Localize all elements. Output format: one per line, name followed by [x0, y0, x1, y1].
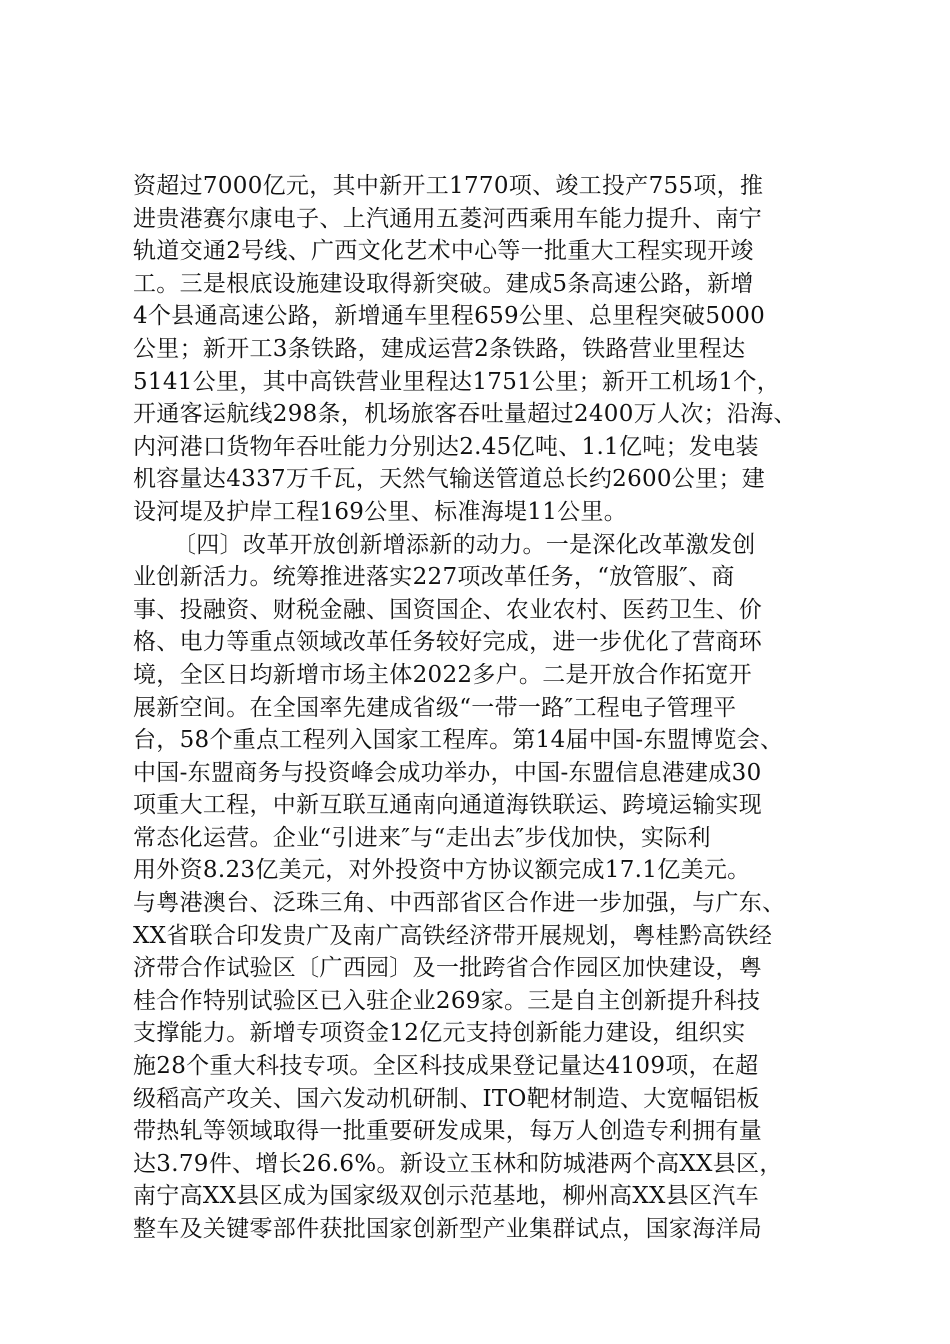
text-line: 4个县通高速公路，新增通车里程659公里、总里程突破5000: [133, 303, 766, 330]
text-line: 整车及关键零部件获批国家创新型产业集群试点，国家海洋局: [133, 1216, 763, 1242]
text-line: 轨道交通2号线、广西文化艺术中心等一批重大工程实现开竣: [133, 238, 754, 265]
text-line: 带热轧等领域取得一批重要研发成果，每万人创造专利拥有量: [133, 1118, 763, 1145]
text-line: 用外资8.23亿美元，对外投资中方协议额完成17.1亿美元。: [133, 857, 751, 884]
text-line: 进贵港赛尔康电子、上汽通用五菱河西乘用车能力提升、南宁: [133, 205, 763, 232]
text-line: 资超过7000亿元，其中新开工1770项、竣工投产755项，推: [133, 173, 764, 199]
text-line: 中国-东盟商务与投资峰会成功举办，中国-东盟信息港建成30: [133, 759, 762, 786]
text-line: 事、投融资、财税金融、国资国企、农业农村、医药卫生、价: [133, 596, 763, 623]
text-line: 项重大工程，中新互联互通南向通道海铁联运、跨境运输实现: [133, 792, 763, 819]
text-line: 展新空间。在全国率先建成省级“一带一路″工程电子管理平: [133, 694, 737, 721]
text-line: 施28个重大科技专项。全区科技成果登记量达4109项，在超: [133, 1053, 759, 1080]
text-line: 支撑能力。新增专项资金12亿元支持创新能力建设，组织实: [133, 1020, 746, 1047]
text-line: 公里；新开工3条铁路，建成运营2条铁路，铁路营业里程达: [133, 335, 746, 362]
text-line: 达3.79件、增长26.6%。新设立玉林和防城港两个高XX县区，: [133, 1150, 783, 1177]
text-line: 业创新活力。统筹推进落实227项改革任务，“放管服″、商: [133, 564, 735, 591]
paragraph-start-line: 〔四〕改革开放创新增添新的动力。一是深化改革激发创: [173, 531, 756, 558]
text-line: 工。三是根底设施建设取得新突破。建成5条高速公路，新增: [133, 270, 754, 297]
text-line: 开通客运航线298条，机场旅客吞吐量超过2400万人次；沿海、: [133, 401, 797, 428]
text-line: 设河堤及护岸工程169公里、标准海堤11公里。: [133, 498, 628, 525]
text-line: 与粤港澳台、泛珠三角、中西部省区合作进一步加强，与广东、: [133, 890, 786, 917]
text-line: XX省联合印发贵广及南广高铁经济带开展规划，粤桂黔高铁经: [133, 922, 773, 949]
text-line: 5141公里，其中高铁营业里程达1751公里；新开工机场1个，: [133, 368, 780, 395]
text-line: 常态化运营。企业“引进来″与“走出去″步伐加快，实际利: [133, 824, 711, 851]
text-line: 内河港口货物年吞吐能力分别达2.45亿吨、1.1亿吨；发电装: [133, 433, 759, 460]
text-line: 格、电力等重点领域改革任务较好完成，进一步优化了营商环: [133, 629, 763, 656]
text-line: 台，58个重点工程列入国家工程库。第14届中国-东盟博览会、: [133, 727, 784, 754]
body-text: [133, 170, 833, 1246]
text-line: 桂合作特别试验区已入驻企业269家。三是自主创新提升科技: [133, 987, 761, 1014]
text-line: 机容量达4337万千瓦，天然气输送管道总长约2600公里；建: [133, 466, 766, 493]
text-line: 南宁高XX县区成为国家级双创示范基地，柳州高XX县区汽车: [133, 1183, 759, 1210]
text-line: 级稻高产攻关、国六发动机研制、ITO靶材制造、大宽幅铝板: [133, 1085, 760, 1112]
text-line: 境，全区日均新增市场主体2022多户。二是开放合作拓宽开: [133, 661, 752, 688]
text-line: 济带合作试验区〔广西园〕及一批跨省合作园区加快建设，粤: [133, 955, 763, 982]
